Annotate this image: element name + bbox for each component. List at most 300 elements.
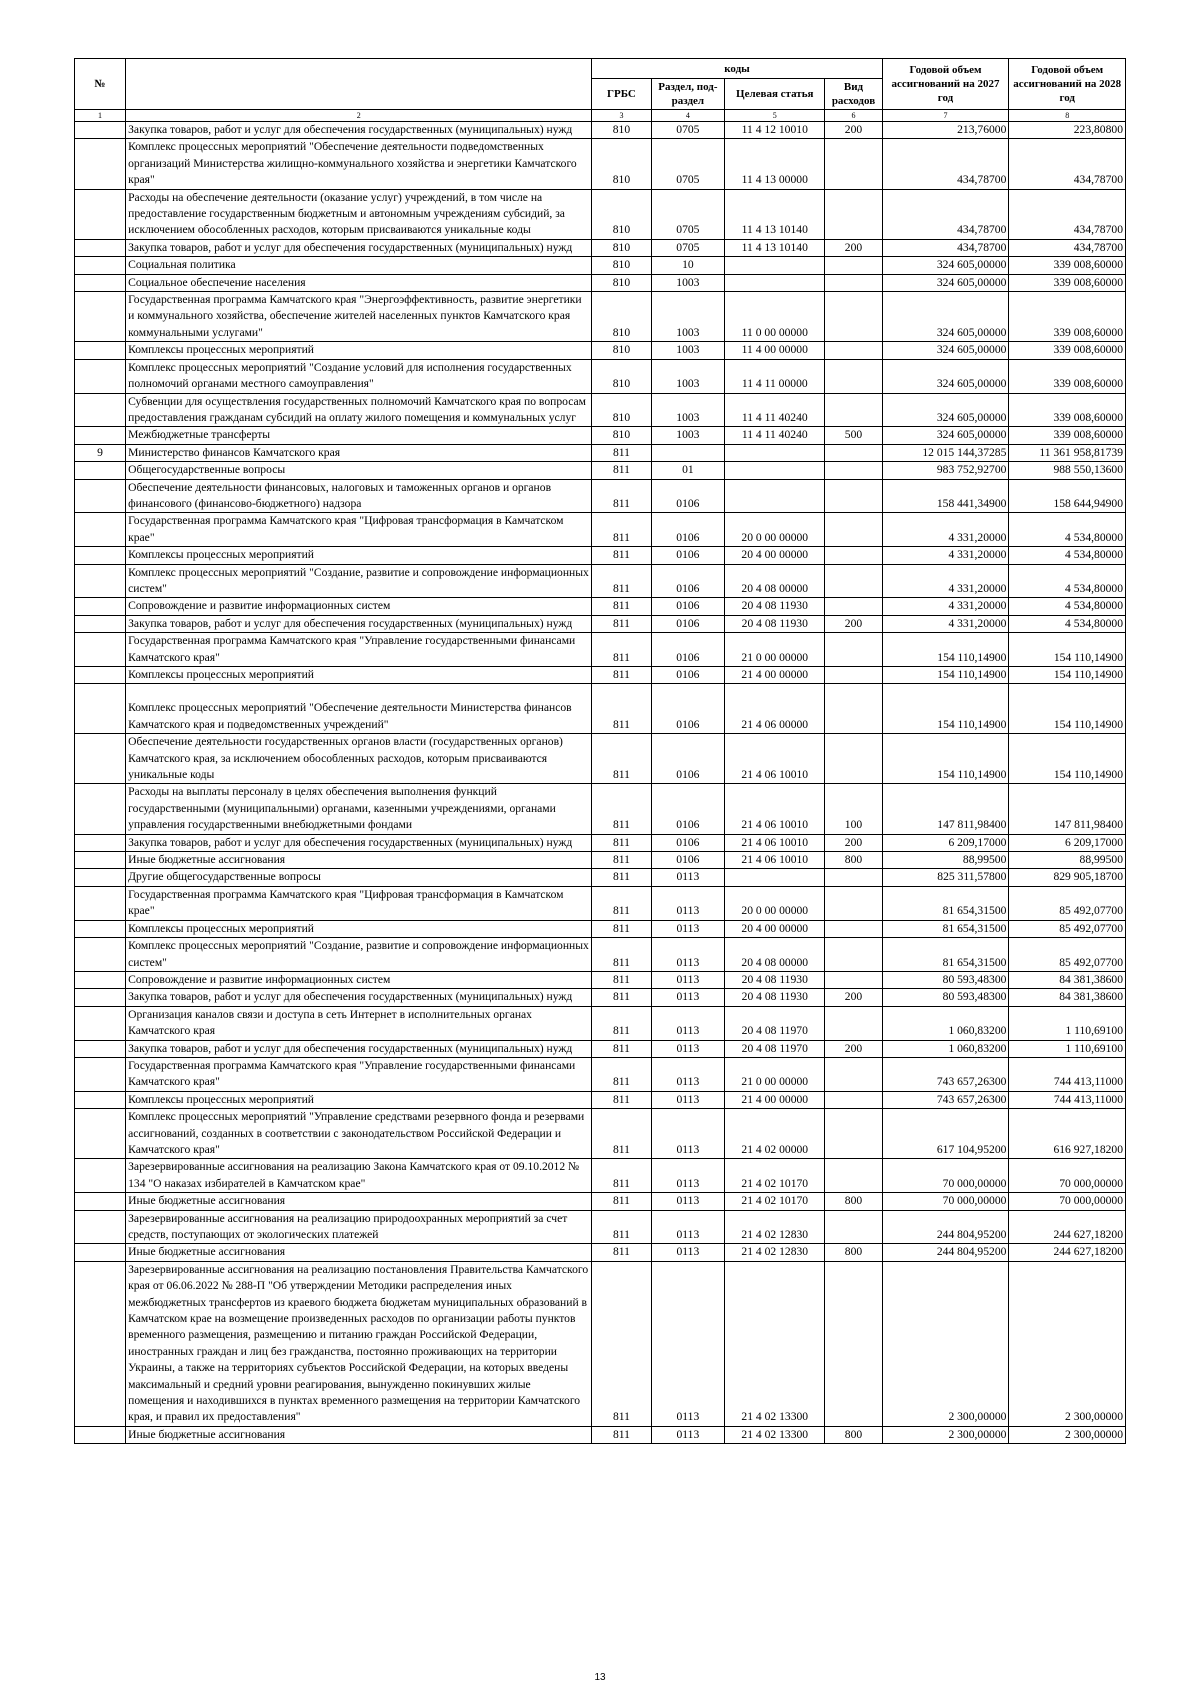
row-grbs: 811 xyxy=(592,886,651,920)
row-section xyxy=(651,444,725,461)
colnum: 7 xyxy=(882,110,1009,122)
row-section: 0113 xyxy=(651,989,725,1006)
table-row xyxy=(75,1057,1126,1091)
row-value-2027: 81 654,31500 xyxy=(882,938,1009,972)
row-exp-type: 200 xyxy=(825,615,882,632)
row-number xyxy=(75,479,126,513)
row-value-2027: 244 804,95200 xyxy=(882,1244,1009,1261)
row-name: Государственная программа Камчатского края "Энергоэффективность, развитие энергетики и коммунального хозяйства, обеспечение жителей населенных пунктов Камчатского края коммунальными услугами" xyxy=(126,292,592,342)
row-exp-type xyxy=(825,342,882,359)
row-exp-type xyxy=(825,513,882,547)
row-value-2027: 154 110,14900 xyxy=(882,667,1009,684)
row-section: 0106 xyxy=(651,598,725,615)
row-target: 11 4 12 10010 xyxy=(725,122,825,139)
row-value-2027: 324 605,00000 xyxy=(882,427,1009,444)
row-grbs: 811 xyxy=(592,920,651,937)
row-name: Комплекс процессных мероприятий "Создание условий для исполнения государственных полномочий органами местного самоуправления" xyxy=(126,359,592,393)
row-name: Закупка товаров, работ и услуг для обеспечения государственных (муниципальных) нужд xyxy=(126,615,592,632)
row-value-2027: 2 300,00000 xyxy=(882,1261,1009,1426)
row-value-2027: 80 593,48300 xyxy=(882,989,1009,1006)
row-name: Обеспечение деятельности финансовых, налоговых и таможенных органов и органов финансового (финансово-бюджетного) надзора xyxy=(126,479,592,513)
row-section: 0113 xyxy=(651,1159,725,1193)
row-name: Субвенции для осуществления государственных полномочий Камчатского края по вопросам предоставления гражданам субсидий на оплату жилого помещения и коммунальных услуг xyxy=(126,393,592,427)
row-target: 21 4 02 00000 xyxy=(725,1109,825,1159)
row-exp-type: 100 xyxy=(825,784,882,834)
row-target: 21 4 06 10010 xyxy=(725,734,825,784)
row-section: 0106 xyxy=(651,784,725,834)
row-value-2028: 158 644,94900 xyxy=(1009,479,1126,513)
row-value-2027: 434,78700 xyxy=(882,189,1009,239)
row-number xyxy=(75,1159,126,1193)
row-exp-type xyxy=(825,684,882,734)
row-name: Комплексы процессных мероприятий xyxy=(126,667,592,684)
row-section: 1003 xyxy=(651,427,725,444)
table-row xyxy=(75,1159,1126,1193)
row-number xyxy=(75,920,126,937)
row-target: 20 4 08 11970 xyxy=(725,1040,825,1057)
row-exp-type: 800 xyxy=(825,1193,882,1210)
row-name: Комплекс процессных мероприятий "Создание, развитие и сопровождение информационных систем" xyxy=(126,938,592,972)
row-grbs: 811 xyxy=(592,1040,651,1057)
row-exp-type: 200 xyxy=(825,834,882,851)
row-section: 0113 xyxy=(651,1006,725,1040)
row-exp-type xyxy=(825,359,882,393)
row-exp-type xyxy=(825,189,882,239)
row-grbs: 811 xyxy=(592,1193,651,1210)
row-value-2027: 4 331,20000 xyxy=(882,598,1009,615)
header-2027: Годовой объем ассигнований на 2027 год xyxy=(882,59,1009,110)
row-grbs: 810 xyxy=(592,393,651,427)
row-number xyxy=(75,462,126,479)
row-value-2028: 85 492,07700 xyxy=(1009,920,1126,937)
row-section: 0113 xyxy=(651,971,725,988)
row-grbs: 811 xyxy=(592,1057,651,1091)
row-value-2028: 4 534,80000 xyxy=(1009,564,1126,598)
row-grbs: 810 xyxy=(592,292,651,342)
row-grbs: 810 xyxy=(592,189,651,239)
row-target: 21 4 06 00000 xyxy=(725,684,825,734)
row-section: 0106 xyxy=(651,852,725,869)
row-name: Социальная политика xyxy=(126,257,592,274)
row-grbs: 810 xyxy=(592,342,651,359)
row-value-2028: 339 008,60000 xyxy=(1009,393,1126,427)
row-value-2028: 85 492,07700 xyxy=(1009,938,1126,972)
row-value-2027: 324 605,00000 xyxy=(882,342,1009,359)
row-value-2028: 154 110,14900 xyxy=(1009,684,1126,734)
row-value-2028: 434,78700 xyxy=(1009,189,1126,239)
row-value-2028: 70 000,00000 xyxy=(1009,1193,1126,1210)
table-row xyxy=(75,667,1126,684)
row-exp-type xyxy=(825,1006,882,1040)
row-value-2028: 85 492,07700 xyxy=(1009,886,1126,920)
row-grbs: 811 xyxy=(592,667,651,684)
row-number xyxy=(75,834,126,851)
row-grbs: 810 xyxy=(592,427,651,444)
row-target: 21 4 00 00000 xyxy=(725,667,825,684)
table-row xyxy=(75,886,1126,920)
table-row xyxy=(75,1193,1126,1210)
row-grbs: 811 xyxy=(592,971,651,988)
row-value-2028: 70 000,00000 xyxy=(1009,1159,1126,1193)
table-row xyxy=(75,462,1126,479)
row-value-2027: 158 441,34900 xyxy=(882,479,1009,513)
row-target xyxy=(725,257,825,274)
table-row xyxy=(75,1109,1126,1159)
row-section: 0113 xyxy=(651,1261,725,1426)
row-value-2028: 154 110,14900 xyxy=(1009,633,1126,667)
row-grbs: 810 xyxy=(592,139,651,189)
row-value-2027: 434,78700 xyxy=(882,139,1009,189)
row-target: 20 4 00 00000 xyxy=(725,547,825,564)
row-exp-type: 800 xyxy=(825,852,882,869)
row-value-2028: 244 627,18200 xyxy=(1009,1244,1126,1261)
row-section: 0113 xyxy=(651,1193,725,1210)
table-row xyxy=(75,1091,1126,1108)
row-value-2028: 339 008,60000 xyxy=(1009,342,1126,359)
row-value-2028: 339 008,60000 xyxy=(1009,274,1126,291)
row-grbs: 811 xyxy=(592,734,651,784)
row-number xyxy=(75,734,126,784)
table-row xyxy=(75,734,1126,784)
colnum: 6 xyxy=(825,110,882,122)
row-value-2028: 988 550,13600 xyxy=(1009,462,1126,479)
row-number xyxy=(75,869,126,886)
row-grbs: 811 xyxy=(592,598,651,615)
colnum: 8 xyxy=(1009,110,1126,122)
row-number xyxy=(75,359,126,393)
row-name: Закупка товаров, работ и услуг для обеспечения государственных (муниципальных) нужд xyxy=(126,834,592,851)
row-number xyxy=(75,989,126,1006)
table-row xyxy=(75,444,1126,461)
row-exp-type xyxy=(825,274,882,291)
row-value-2028: 2 300,00000 xyxy=(1009,1426,1126,1443)
row-section: 0106 xyxy=(651,547,725,564)
row-value-2027: 434,78700 xyxy=(882,239,1009,256)
row-name: Государственная программа Камчатского края "Цифровая трансформация в Камчатском крае" xyxy=(126,886,592,920)
table-row xyxy=(75,393,1126,427)
row-value-2027: 244 804,95200 xyxy=(882,1210,1009,1244)
row-grbs: 811 xyxy=(592,444,651,461)
row-target: 21 4 02 12830 xyxy=(725,1210,825,1244)
row-grbs: 811 xyxy=(592,564,651,598)
row-grbs: 811 xyxy=(592,684,651,734)
row-section: 0705 xyxy=(651,139,725,189)
row-section: 0113 xyxy=(651,1057,725,1091)
row-grbs: 811 xyxy=(592,989,651,1006)
header-section: Раздел, под-раздел xyxy=(651,79,725,110)
row-grbs: 811 xyxy=(592,633,651,667)
row-value-2028: 434,78700 xyxy=(1009,239,1126,256)
table-row xyxy=(75,1210,1126,1244)
header-grbs: ГРБС xyxy=(592,79,651,110)
row-grbs: 811 xyxy=(592,1244,651,1261)
row-target: 20 0 00 00000 xyxy=(725,513,825,547)
row-target: 21 0 00 00000 xyxy=(725,1057,825,1091)
row-value-2028: 4 534,80000 xyxy=(1009,598,1126,615)
row-number xyxy=(75,393,126,427)
row-section: 01 xyxy=(651,462,725,479)
row-value-2028: 154 110,14900 xyxy=(1009,734,1126,784)
row-target: 11 4 11 40240 xyxy=(725,427,825,444)
row-value-2028: 88,99500 xyxy=(1009,852,1126,869)
row-name: Государственная программа Камчатского края "Управление государственными финансами Камчатского края" xyxy=(126,1057,592,1091)
row-exp-type xyxy=(825,971,882,988)
row-target: 20 4 08 00000 xyxy=(725,938,825,972)
row-section: 0705 xyxy=(651,122,725,139)
row-target: 11 4 13 00000 xyxy=(725,139,825,189)
row-name: Расходы на обеспечение деятельности (оказание услуг) учреждений, в том числе на предоставление государственным бюджетным и автономным учреждениям субсидий, за исключением обособленных расходов, которым присваиваются уникальные коды xyxy=(126,189,592,239)
row-section: 0705 xyxy=(651,239,725,256)
row-section: 0113 xyxy=(651,938,725,972)
row-value-2028: 244 627,18200 xyxy=(1009,1210,1126,1244)
row-value-2027: 70 000,00000 xyxy=(882,1193,1009,1210)
colnum: 2 xyxy=(126,110,592,122)
row-section: 0705 xyxy=(651,189,725,239)
row-grbs: 811 xyxy=(592,834,651,851)
row-exp-type xyxy=(825,564,882,598)
row-section: 0113 xyxy=(651,869,725,886)
row-section: 0106 xyxy=(651,667,725,684)
row-section: 0113 xyxy=(651,1426,725,1443)
row-target: 11 4 00 00000 xyxy=(725,342,825,359)
table-row xyxy=(75,684,1126,734)
table-row xyxy=(75,1006,1126,1040)
row-exp-type: 200 xyxy=(825,122,882,139)
table-row xyxy=(75,920,1126,937)
row-name: Комплексы процессных мероприятий xyxy=(126,547,592,564)
table-row xyxy=(75,292,1126,342)
row-value-2028: 223,80800 xyxy=(1009,122,1126,139)
row-number xyxy=(75,633,126,667)
row-value-2027: 825 311,57800 xyxy=(882,869,1009,886)
row-value-2027: 983 752,92700 xyxy=(882,462,1009,479)
row-value-2028: 154 110,14900 xyxy=(1009,667,1126,684)
row-name: Сопровождение и развитие информационных систем xyxy=(126,598,592,615)
row-grbs: 811 xyxy=(592,1091,651,1108)
table-row xyxy=(75,1261,1126,1426)
row-target: 21 4 06 10010 xyxy=(725,834,825,851)
row-value-2027: 324 605,00000 xyxy=(882,393,1009,427)
row-number xyxy=(75,274,126,291)
row-grbs: 811 xyxy=(592,1159,651,1193)
row-name: Комплекс процессных мероприятий "Управление средствами резервного фонда и резервами ассигнований, созданных в соответствии с законодательством Российской Федерации и Камчатского края" xyxy=(126,1109,592,1159)
row-section: 0113 xyxy=(651,886,725,920)
row-value-2027: 324 605,00000 xyxy=(882,257,1009,274)
row-exp-type xyxy=(825,598,882,615)
row-value-2027: 81 654,31500 xyxy=(882,886,1009,920)
row-name: Расходы на выплаты персоналу в целях обеспечения выполнения функций государственными (муниципальными) органами, казенными учреждениями, органами управления государственными внебюджетными фондами xyxy=(126,784,592,834)
row-number xyxy=(75,1210,126,1244)
row-number xyxy=(75,292,126,342)
row-value-2027: 4 331,20000 xyxy=(882,513,1009,547)
row-value-2027: 617 104,95200 xyxy=(882,1109,1009,1159)
row-grbs: 811 xyxy=(592,547,651,564)
row-name: Зарезервированные ассигнования на реализацию природоохранных мероприятий за счет средств, поступающих от экологических платежей xyxy=(126,1210,592,1244)
row-grbs: 810 xyxy=(592,274,651,291)
table-row xyxy=(75,479,1126,513)
row-target: 20 4 08 11930 xyxy=(725,971,825,988)
row-number xyxy=(75,886,126,920)
row-value-2028: 339 008,60000 xyxy=(1009,359,1126,393)
row-section: 0106 xyxy=(651,834,725,851)
row-target: 20 4 08 11930 xyxy=(725,598,825,615)
row-value-2028: 11 361 958,81739 xyxy=(1009,444,1126,461)
row-value-2027: 4 331,20000 xyxy=(882,547,1009,564)
row-value-2027: 324 605,00000 xyxy=(882,359,1009,393)
table-row xyxy=(75,1040,1126,1057)
row-exp-type: 500 xyxy=(825,427,882,444)
header-name xyxy=(126,59,592,110)
row-number xyxy=(75,1109,126,1159)
row-number xyxy=(75,615,126,632)
row-grbs: 810 xyxy=(592,359,651,393)
row-exp-type xyxy=(825,444,882,461)
table-row xyxy=(75,989,1126,1006)
row-name: Закупка товаров, работ и услуг для обеспечения государственных (муниципальных) нужд xyxy=(126,122,592,139)
row-value-2027: 743 657,26300 xyxy=(882,1057,1009,1091)
row-exp-type xyxy=(825,393,882,427)
row-grbs: 811 xyxy=(592,869,651,886)
row-grbs: 811 xyxy=(592,1210,651,1244)
column-number-row xyxy=(75,110,1126,122)
row-section: 1003 xyxy=(651,292,725,342)
row-name: Общегосударственные вопросы xyxy=(126,462,592,479)
row-value-2028: 339 008,60000 xyxy=(1009,257,1126,274)
row-number xyxy=(75,1426,126,1443)
row-value-2028: 616 927,18200 xyxy=(1009,1109,1126,1159)
row-exp-type xyxy=(825,886,882,920)
row-target: 20 4 08 11970 xyxy=(725,1006,825,1040)
row-value-2027: 6 209,17000 xyxy=(882,834,1009,851)
table-row xyxy=(75,834,1126,851)
row-number xyxy=(75,564,126,598)
table-row xyxy=(75,971,1126,988)
row-value-2028: 829 905,18700 xyxy=(1009,869,1126,886)
row-grbs: 811 xyxy=(592,513,651,547)
row-name: Иные бюджетные ассигнования xyxy=(126,1426,592,1443)
row-grbs: 811 xyxy=(592,462,651,479)
row-number xyxy=(75,1193,126,1210)
row-name: Организация каналов связи и доступа в сеть Интернет в исполнительных органах Камчатского края xyxy=(126,1006,592,1040)
row-exp-type xyxy=(825,869,882,886)
row-exp-type xyxy=(825,462,882,479)
header-exp-type: Вид расходов xyxy=(825,79,882,110)
row-target xyxy=(725,479,825,513)
row-number xyxy=(75,513,126,547)
table-row xyxy=(75,342,1126,359)
row-value-2028: 4 534,80000 xyxy=(1009,513,1126,547)
row-name: Социальное обеспечение населения xyxy=(126,274,592,291)
row-value-2027: 88,99500 xyxy=(882,852,1009,869)
table-row xyxy=(75,1244,1126,1261)
row-value-2027: 1 060,83200 xyxy=(882,1006,1009,1040)
colnum: 4 xyxy=(651,110,725,122)
row-number xyxy=(75,684,126,734)
row-section: 10 xyxy=(651,257,725,274)
row-number xyxy=(75,342,126,359)
row-number xyxy=(75,189,126,239)
row-value-2028: 4 534,80000 xyxy=(1009,547,1126,564)
table-body xyxy=(75,122,1126,1444)
page-number: 13 xyxy=(594,1672,606,1683)
row-target xyxy=(725,869,825,886)
table-row xyxy=(75,598,1126,615)
row-number xyxy=(75,667,126,684)
row-name: Обеспечение деятельности государственных органов власти (государственных органов) Камчатского края, за исключением обособленных расходов, которым присваиваются уникальные коды xyxy=(126,734,592,784)
row-target: 11 0 00 00000 xyxy=(725,292,825,342)
row-number xyxy=(75,1261,126,1426)
row-name: Министерство финансов Камчатского края xyxy=(126,444,592,461)
row-grbs: 811 xyxy=(592,479,651,513)
row-value-2027: 324 605,00000 xyxy=(882,292,1009,342)
row-number xyxy=(75,1057,126,1091)
table-row xyxy=(75,139,1126,189)
row-grbs: 810 xyxy=(592,122,651,139)
row-exp-type: 200 xyxy=(825,239,882,256)
row-name: Комплексы процессных мероприятий xyxy=(126,342,592,359)
row-exp-type xyxy=(825,257,882,274)
row-number xyxy=(75,139,126,189)
row-section: 0113 xyxy=(651,1210,725,1244)
table-row xyxy=(75,1426,1126,1443)
row-target: 11 4 11 40240 xyxy=(725,393,825,427)
table-row xyxy=(75,547,1126,564)
row-target: 21 4 06 10010 xyxy=(725,784,825,834)
row-value-2027: 4 331,20000 xyxy=(882,615,1009,632)
row-value-2028: 744 413,11000 xyxy=(1009,1091,1126,1108)
row-name: Комплекс процессных мероприятий "Обеспечение деятельности Министерства финансов Камчатского края и подведомственных учреждений" xyxy=(126,684,592,734)
row-section: 1003 xyxy=(651,274,725,291)
row-value-2027: 81 654,31500 xyxy=(882,920,1009,937)
row-exp-type xyxy=(825,633,882,667)
table-row xyxy=(75,852,1126,869)
row-value-2027: 4 331,20000 xyxy=(882,564,1009,598)
row-section: 0113 xyxy=(651,1040,725,1057)
row-name: Иные бюджетные ассигнования xyxy=(126,1244,592,1261)
row-grbs: 811 xyxy=(592,1109,651,1159)
row-number xyxy=(75,427,126,444)
row-exp-type xyxy=(825,1057,882,1091)
row-number xyxy=(75,971,126,988)
row-number xyxy=(75,784,126,834)
row-value-2027: 147 811,98400 xyxy=(882,784,1009,834)
row-number xyxy=(75,257,126,274)
row-exp-type xyxy=(825,920,882,937)
row-value-2027: 154 110,14900 xyxy=(882,734,1009,784)
row-exp-type xyxy=(825,139,882,189)
row-exp-type xyxy=(825,547,882,564)
row-name: Иные бюджетные ассигнования xyxy=(126,852,592,869)
row-value-2027: 154 110,14900 xyxy=(882,684,1009,734)
header-codes: коды xyxy=(592,59,882,79)
header-row-top xyxy=(75,59,1126,79)
row-name: Зарезервированные ассигнования на реализацию постановления Правительства Камчатского края от 06.06.2022 № 288-П "Об утверждении Методики распределения иных межбюджетных трансфертов из краевого бюджета бюджетам муниципальных образований в Камчатском крае на возмещение произведенных расходов по организации работы пунктов временного размещения, размещению и питанию граждан Российской Федерации, иностранных граждан и лиц без гражданства, постоянно проживающих на территории Украины, а также на территориях субъектов Российской Федерации, на которых введены максимальный и средний уровни реагирования, вынужденно покинувших жилые помещения и находившихся в пунктах временного размещения на территории Камчатского края, и правил их предоставления" xyxy=(126,1261,592,1426)
row-target xyxy=(725,462,825,479)
row-value-2028: 1 110,69100 xyxy=(1009,1006,1126,1040)
table-row xyxy=(75,784,1126,834)
table-row xyxy=(75,427,1126,444)
row-name: Комплекс процессных мероприятий "Обеспечение деятельности подведомственных организаций Министерства жилищно-коммунального хозяйства и энергетики Камчатского края" xyxy=(126,139,592,189)
row-value-2027: 2 300,00000 xyxy=(882,1426,1009,1443)
row-name: Государственная программа Камчатского края "Цифровая трансформация в Камчатском крае" xyxy=(126,513,592,547)
row-exp-type: 200 xyxy=(825,989,882,1006)
row-grbs: 811 xyxy=(592,1426,651,1443)
row-section: 1003 xyxy=(651,393,725,427)
row-target xyxy=(725,444,825,461)
row-value-2028: 4 534,80000 xyxy=(1009,615,1126,632)
row-target: 21 4 02 10170 xyxy=(725,1159,825,1193)
row-target: 21 4 00 00000 xyxy=(725,1091,825,1108)
